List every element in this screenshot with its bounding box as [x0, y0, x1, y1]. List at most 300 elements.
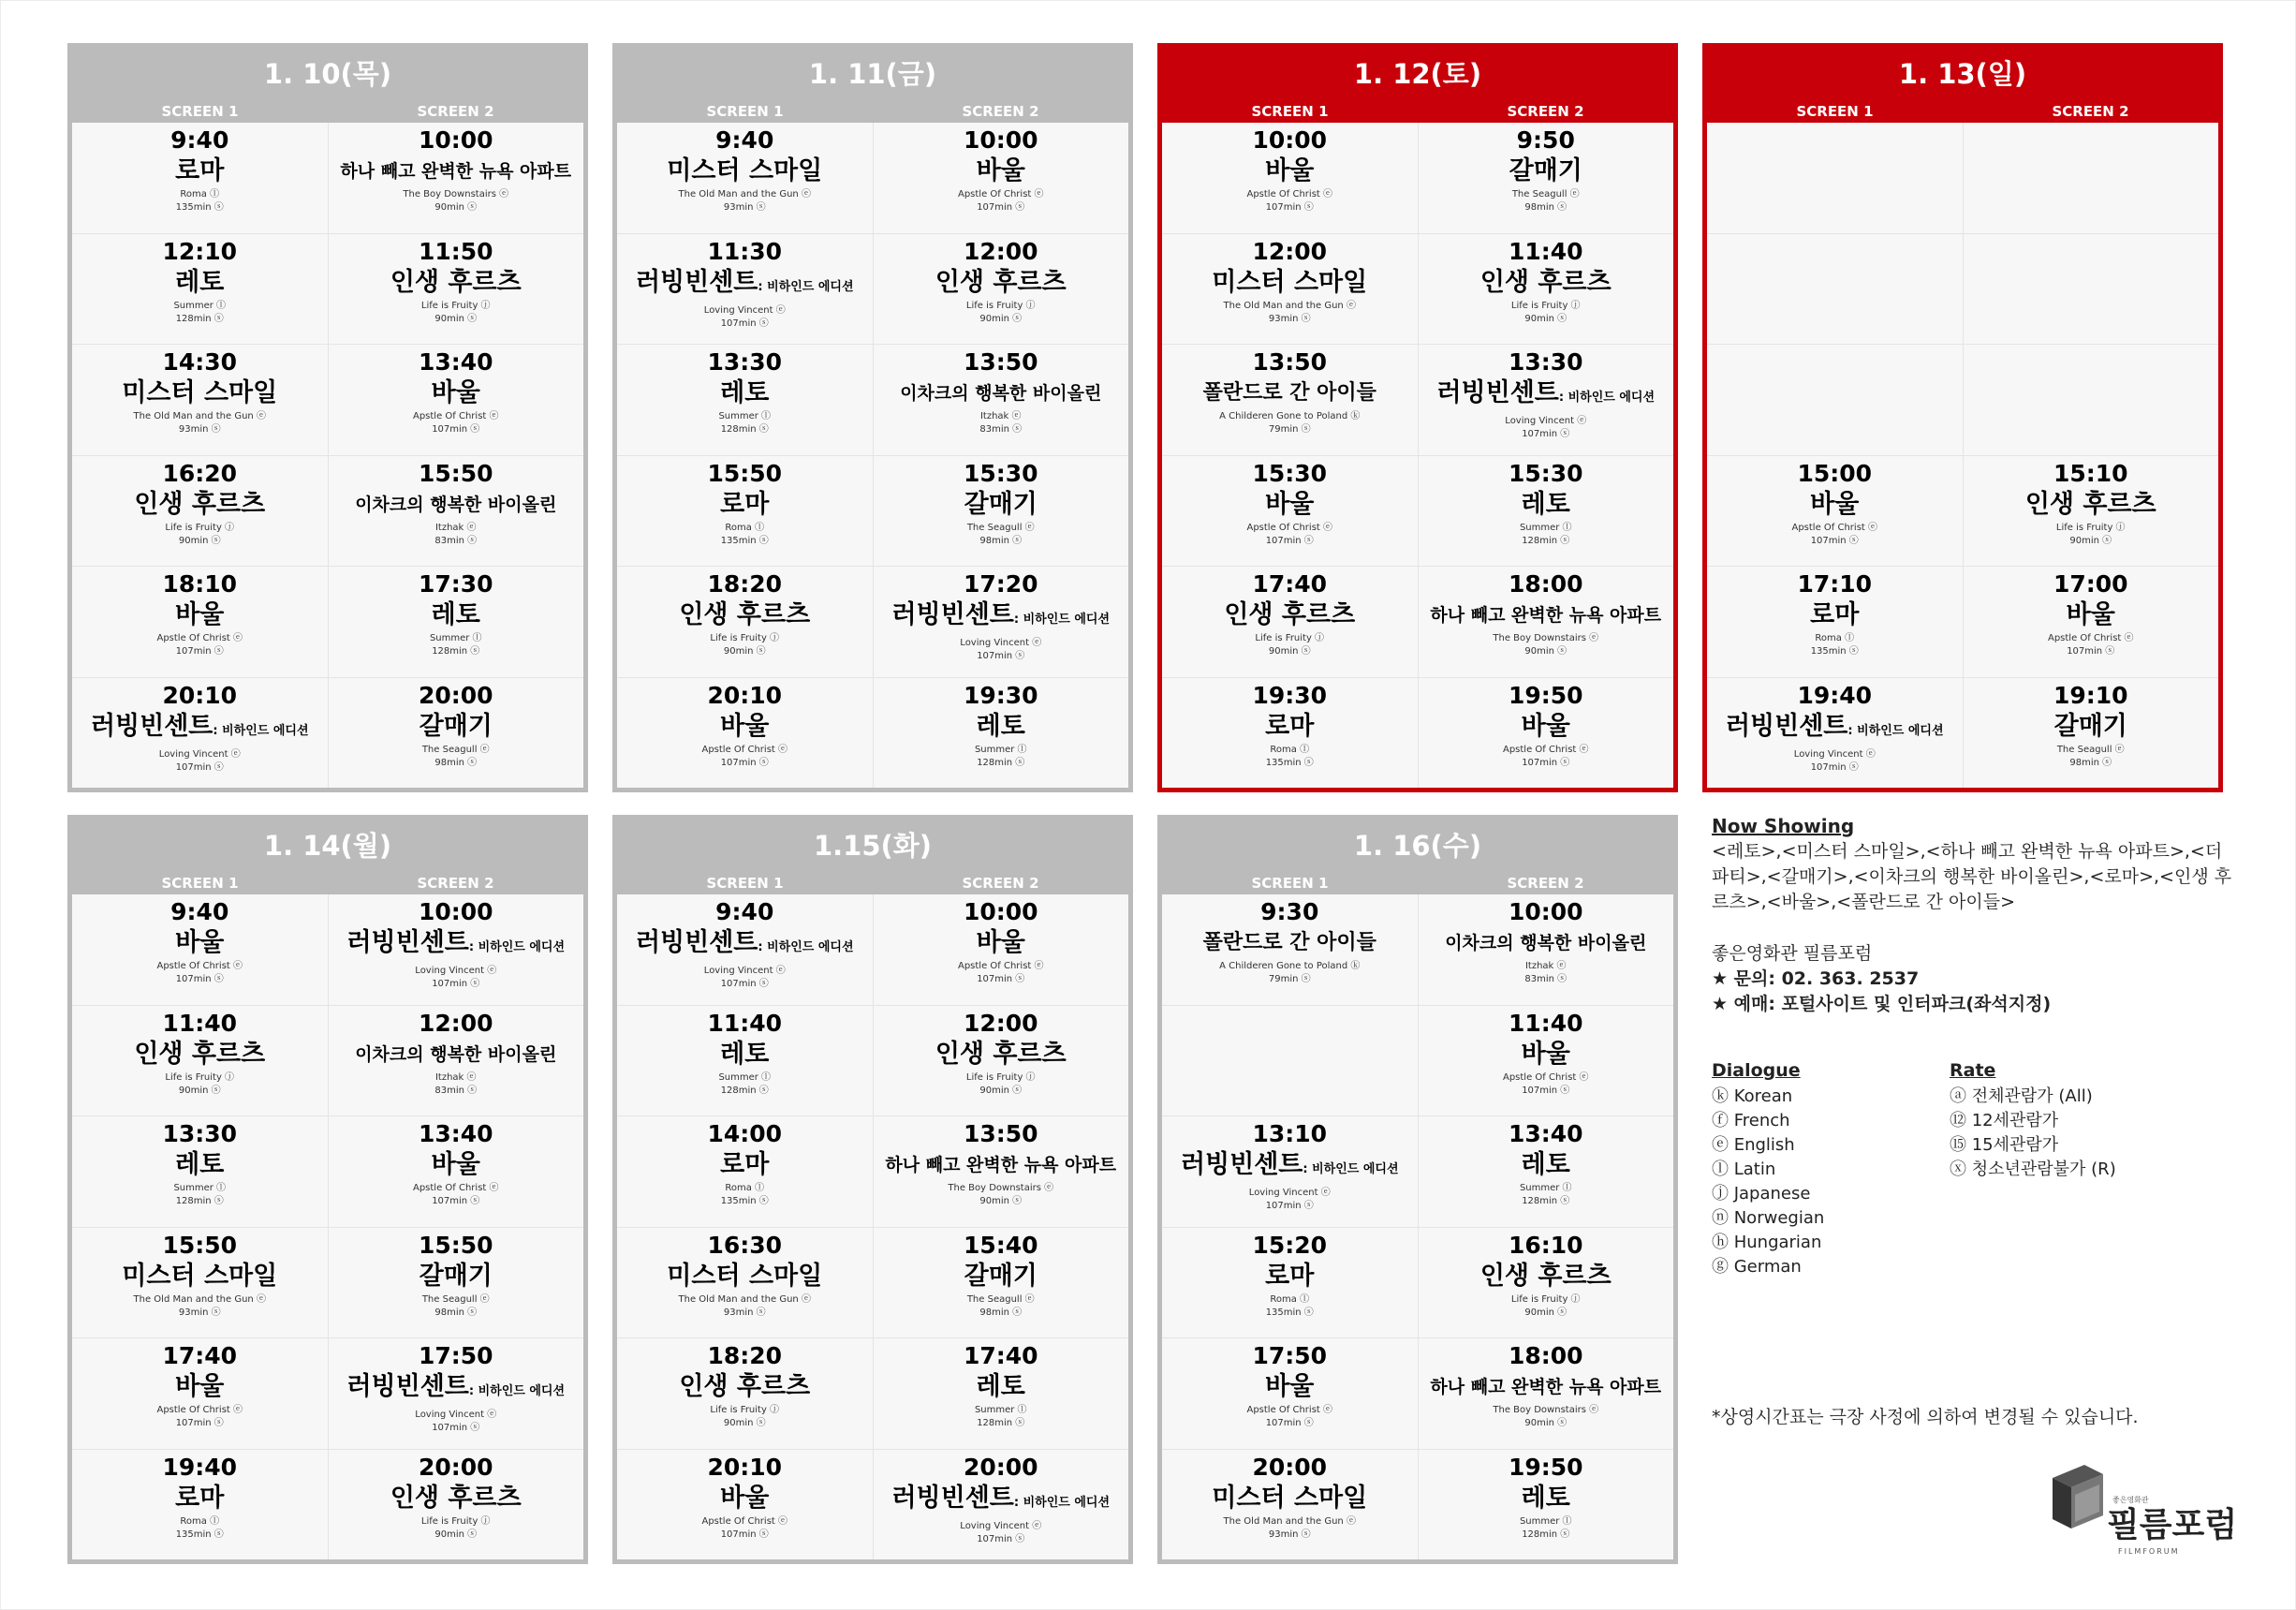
movie-title-main: 바울	[175, 928, 225, 957]
showtime-slot	[1707, 456, 1963, 567]
movie-title	[72, 926, 328, 960]
movie-title	[72, 488, 328, 522]
movie-title	[874, 488, 1129, 522]
showtime-time: 17:40	[1252, 570, 1328, 598]
showtime-time: 19:10	[2053, 681, 2128, 709]
showtime-slot	[72, 567, 328, 677]
showtime-time: 12:00	[963, 237, 1038, 265]
showtime-slot	[617, 234, 873, 345]
showtime-slot	[1963, 123, 2219, 233]
movie-english-title: Roma ⓛ	[180, 189, 220, 199]
movie-duration: 128min ⓢ	[1522, 1529, 1570, 1540]
movie-title-main: 러빙빈센트	[635, 928, 758, 957]
movie-subtitle: : 비하인드 에디션	[1013, 613, 1111, 627]
movie-title	[1162, 1370, 1418, 1404]
showtime-slot	[72, 123, 328, 233]
movie-subtitle: : 비하인드 에디션	[758, 940, 854, 954]
movie-title	[1419, 1260, 1674, 1293]
showtime-time: 18:20	[707, 570, 783, 598]
movie-title	[874, 1148, 1129, 1182]
showtime-time: 15:50	[162, 1231, 238, 1259]
movie-english-title: A Childeren Gone to Poland ⓚ	[1219, 961, 1361, 971]
movie-title-main: 갈매기	[964, 489, 1038, 519]
movie-english-title: Apstle Of Christ ⓔ	[156, 1405, 243, 1415]
movie-duration: 98min ⓢ	[434, 757, 478, 768]
movie-title-main: 바울	[431, 1150, 480, 1179]
logo-eng-text: FILMFORUM	[2118, 1547, 2180, 1556]
showtime-slot	[1707, 678, 1963, 789]
movie-title-main: 러빙빈센트	[1180, 1150, 1303, 1179]
venue-name: 좋은영화관 필름포럼	[1712, 943, 1873, 964]
dialogue-legend	[1712, 1060, 1824, 1279]
showtime-grid	[1707, 123, 2218, 788]
movie-title-main: 로마	[1265, 711, 1315, 741]
movie-title	[1162, 710, 1418, 744]
movie-duration: 107min ⓢ	[1810, 761, 1859, 773]
movie-title	[874, 710, 1129, 744]
movie-title	[329, 598, 584, 632]
showtime-slot	[873, 456, 1129, 567]
movie-title-main: 인생 후르츠	[390, 1483, 522, 1513]
movie-english-title: Itzhak ⓔ	[434, 522, 477, 533]
showtime-row	[1707, 456, 2218, 568]
showtime-slot	[1707, 123, 1963, 233]
movie-english-title: Loving Vincent ⓔ	[1793, 748, 1876, 760]
movie-duration: 93min ⓢ	[723, 202, 766, 213]
movie-title-main: 미스터 스마일	[1212, 267, 1368, 297]
showtime-slot	[1963, 456, 2219, 567]
showtime-row	[1162, 1450, 1673, 1560]
movie-title	[1707, 488, 1963, 522]
showtime-row	[617, 456, 1128, 568]
movie-english-title: Summer ⓛ	[974, 1405, 1027, 1415]
screen-label: SCREEN 2	[417, 103, 494, 120]
movie-title	[1964, 488, 2219, 522]
showtime-time: 10:00	[418, 898, 493, 925]
movie-title-main: 인생 후르츠	[1479, 267, 1612, 297]
movie-title	[72, 710, 328, 748]
screen-label: SCREEN 2	[962, 103, 1039, 120]
movie-title	[874, 1482, 1129, 1520]
movie-english-title: Life is Fruity ⓙ	[1255, 633, 1325, 643]
dialogue-item: ⓛ Latin	[1712, 1159, 1776, 1179]
movie-title-main: 레토	[175, 267, 225, 297]
schedule-notice: *상영시간표는 극장 사정에 의하여 변경될 수 있습니다.	[1712, 1407, 2139, 1427]
movie-english-title: Apstle Of Christ ⓔ	[1502, 744, 1589, 755]
screen-header-row	[72, 100, 583, 123]
movie-duration: 107min ⓢ	[977, 651, 1025, 661]
movie-english-title: The Old Man and the Gun ⓔ	[678, 189, 811, 199]
showtime-row	[72, 567, 583, 678]
showtime-row	[1707, 345, 2218, 456]
showtime-row	[72, 1228, 583, 1339]
showtime-time: 13:50	[963, 348, 1038, 376]
showtime-time: 14:00	[707, 1120, 783, 1147]
showtime-slot	[1162, 345, 1418, 455]
movie-english-title: The Boy Downstairs ⓔ	[948, 1183, 1054, 1193]
showtime-time: 19:50	[1508, 1453, 1583, 1481]
movie-duration: 128min ⓢ	[432, 646, 480, 657]
movie-title	[1162, 598, 1418, 632]
showtime-slot	[72, 1006, 328, 1116]
movie-subtitle: : 비하인드 에디션	[468, 940, 566, 954]
showtime-slot	[873, 345, 1129, 455]
movie-title-main: 바울	[175, 600, 225, 629]
movie-english-title: Apstle Of Christ ⓔ	[1791, 522, 1878, 533]
showtime-slot	[873, 1338, 1129, 1449]
now-showing-section	[1712, 815, 2236, 1017]
movie-duration: 107min ⓢ	[175, 1418, 224, 1428]
showtime-row	[72, 1338, 583, 1450]
movie-english-title: Summer ⓛ	[974, 744, 1027, 755]
movie-english-title: Apstle Of Christ ⓔ	[156, 633, 243, 643]
showtime-slot	[1418, 1450, 1674, 1560]
movie-duration: 93min ⓢ	[178, 424, 221, 435]
movie-title-main: 러빙빈센트	[891, 600, 1014, 629]
movie-duration: 128min ⓢ	[1522, 1196, 1570, 1206]
showtime-slot	[873, 1450, 1129, 1560]
showtime-time: 20:00	[963, 1453, 1038, 1481]
showtime-slot	[1418, 894, 1674, 1005]
movie-title-main: 레토	[720, 1039, 770, 1069]
showtime-row	[1162, 456, 1673, 568]
movie-title	[1419, 488, 1674, 522]
screen-header-row	[1162, 100, 1673, 123]
showtime-time: 12:10	[162, 237, 238, 265]
movie-title	[874, 926, 1129, 960]
showtime-row	[72, 894, 583, 1006]
showtime-slot	[617, 1228, 873, 1338]
movie-english-title: Loving Vincent ⓔ	[415, 966, 497, 976]
movie-duration: 107min ⓢ	[2067, 646, 2115, 657]
movie-subtitle: : 비하인드 에디션	[758, 279, 854, 294]
screen-label: SCREEN 2	[417, 875, 494, 892]
showtime-slot	[873, 894, 1129, 1005]
movie-duration: 79min ⓢ	[1268, 974, 1311, 984]
movie-english-title: Life is Fruity ⓙ	[2055, 522, 2126, 533]
movie-title-main: 레토	[1521, 1150, 1570, 1179]
movie-duration: 107min ⓢ	[977, 974, 1025, 984]
movie-english-title: Life is Fruity ⓙ	[420, 1515, 491, 1527]
movie-title	[617, 377, 873, 410]
showtime-row	[617, 1338, 1128, 1450]
movie-title-main: 바울	[720, 711, 770, 741]
movie-duration: 90min ⓢ	[979, 1085, 1023, 1096]
movie-english-title: Loving Vincent ⓔ	[960, 1520, 1042, 1531]
showtime-slot	[617, 456, 873, 567]
showtime-time: 20:00	[1252, 1453, 1328, 1481]
showtime-time: 19:50	[1508, 681, 1583, 709]
movie-english-title: Apstle Of Christ ⓔ	[957, 189, 1044, 199]
movie-duration: 107min ⓢ	[720, 1529, 769, 1540]
movie-title-main: 로마	[175, 1483, 225, 1513]
logo-text: 필름포럼	[2107, 1506, 2238, 1544]
screen-header-row	[617, 100, 1128, 123]
showtime-row	[1707, 678, 2218, 789]
movie-title	[1707, 710, 1963, 748]
movie-duration: 83min ⓢ	[979, 424, 1023, 435]
movie-title-main: 하나 빼고 완벽한 뉴욕 아파트	[1430, 605, 1662, 626]
showtime-row	[617, 1116, 1128, 1228]
movie-duration: 128min ⓢ	[175, 313, 224, 324]
movie-duration: 135min ⓢ	[175, 202, 224, 213]
movie-title-main: 이차크의 행복한 바이올린	[1445, 933, 1647, 953]
movie-english-title: Summer ⓛ	[173, 300, 227, 311]
movie-title-main: 러빙빈센트	[1725, 711, 1848, 741]
showtime-slot	[328, 567, 584, 677]
showtime-row	[72, 678, 583, 789]
movie-duration: 83min ⓢ	[434, 1085, 478, 1096]
showtime-slot	[328, 234, 584, 345]
movie-title	[1162, 1148, 1418, 1187]
showtime-slot	[873, 1228, 1129, 1338]
movie-title-main: 로마	[1265, 1261, 1315, 1291]
showtime-time: 17:30	[418, 570, 493, 598]
showtime-row	[617, 123, 1128, 234]
showtime-slot	[1963, 678, 2219, 789]
showtime-slot	[328, 894, 584, 1005]
movie-title-main: 인생 후르츠	[134, 1039, 266, 1069]
showtime-time: 15:50	[418, 1231, 493, 1259]
showtime-slot	[617, 1006, 873, 1116]
movie-title	[1162, 377, 1418, 410]
showtime-slot	[1162, 894, 1418, 1005]
movie-english-title: Summer ⓛ	[1519, 1515, 1572, 1527]
movie-title	[1419, 1370, 1674, 1404]
movie-title-main: 러빙빈센트	[635, 267, 758, 297]
showtime-grid	[72, 894, 583, 1559]
showtime-time: 14:30	[162, 348, 238, 376]
showtime-row	[1162, 567, 1673, 678]
dialogue-item: ⓚ Korean	[1712, 1086, 1793, 1106]
showtime-time: 16:10	[1508, 1231, 1583, 1259]
movie-duration: 107min ⓢ	[432, 424, 480, 435]
movie-title-main: 레토	[175, 1150, 225, 1179]
showtime-time: 19:40	[162, 1453, 238, 1481]
showtime-slot	[328, 1338, 584, 1449]
showtime-grid	[1162, 894, 1673, 1559]
screen-header-row	[1162, 872, 1673, 894]
movie-duration: 93min ⓢ	[723, 1307, 766, 1318]
day-title: 1.15(화)	[813, 830, 933, 862]
movie-duration: 107min ⓢ	[720, 979, 769, 989]
movie-title	[329, 266, 584, 300]
movie-english-title: Life is Fruity ⓙ	[1510, 1293, 1581, 1305]
showtime-slot	[1162, 567, 1418, 677]
movie-english-title: Roma ⓛ	[180, 1515, 220, 1527]
movie-duration: 107min ⓢ	[175, 974, 224, 984]
movie-title-main: 미스터 스마일	[667, 1261, 823, 1291]
movie-duration: 107min ⓢ	[977, 1533, 1025, 1544]
rate-item: ⑮ 15세관람가	[1950, 1135, 2059, 1155]
day-block	[612, 815, 1133, 1564]
movie-english-title: The Seagull ⓔ	[2056, 744, 2125, 755]
movie-subtitle: : 비하인드 에디션	[468, 1384, 566, 1398]
movie-duration: 107min ⓢ	[175, 761, 224, 773]
showtime-row	[617, 234, 1128, 346]
movie-duration: 107min ⓢ	[977, 202, 1025, 213]
movie-title	[329, 1148, 584, 1182]
showtime-time: 15:50	[418, 459, 493, 487]
movie-english-title: Life is Fruity ⓙ	[420, 300, 491, 311]
showtime-time: 18:20	[707, 1342, 783, 1369]
showtime-row	[617, 894, 1128, 1006]
showtime-time: 10:00	[963, 898, 1038, 925]
showtime-slot	[1963, 567, 2219, 677]
day-block	[1157, 43, 1678, 792]
movie-title-main: 갈매기	[2053, 711, 2127, 741]
movie-english-title: A Childeren Gone to Poland ⓚ	[1219, 411, 1361, 421]
movie-title-main: 바울	[175, 1372, 225, 1401]
movie-title-main: 인생 후르츠	[679, 600, 811, 629]
showtime-row	[1162, 123, 1673, 234]
movie-english-title: Apstle Of Christ ⓔ	[2047, 633, 2134, 643]
showtime-slot	[72, 456, 328, 567]
showtime-time: 9:40	[715, 126, 774, 154]
movie-title	[1162, 266, 1418, 300]
showtime-row	[1162, 234, 1673, 346]
showtime-time: 13:30	[707, 348, 783, 376]
movie-duration: 107min ⓢ	[1522, 429, 1570, 439]
movie-english-title: The Old Man and the Gun ⓔ	[1223, 1515, 1356, 1527]
movie-duration: 79min ⓢ	[1268, 424, 1311, 435]
showtime-slot	[1707, 345, 1963, 455]
movie-title	[1162, 1260, 1418, 1293]
showtime-slot	[328, 345, 584, 455]
movie-title-main: 로마	[175, 156, 225, 185]
movie-title-main: 인생 후르츠	[2024, 489, 2156, 519]
showtime-row	[72, 1450, 583, 1560]
movie-title	[72, 1370, 328, 1404]
movie-title	[329, 488, 584, 522]
movie-duration: 83min ⓢ	[434, 535, 478, 546]
movie-english-title: Loving Vincent ⓔ	[158, 748, 241, 760]
showtime-slot	[1162, 678, 1418, 789]
rate-heading: Rate	[1950, 1060, 1996, 1081]
showtime-slot	[1707, 234, 1963, 345]
movie-title	[1419, 1482, 1674, 1515]
movie-title-main: 갈매기	[964, 1261, 1038, 1291]
movie-title	[617, 1038, 873, 1071]
movie-title	[874, 598, 1129, 637]
showtime-time: 20:10	[162, 681, 238, 709]
movie-duration: 90min ⓢ	[434, 1529, 478, 1540]
movie-duration: 90min ⓢ	[723, 1418, 766, 1428]
showtime-time: 15:30	[1252, 459, 1328, 487]
movie-title	[329, 926, 584, 965]
movie-title-main: 폴란드로 간 아이들	[1202, 381, 1376, 405]
movie-english-title: Itzhak ⓔ	[1524, 961, 1567, 971]
showtime-time: 12:00	[1252, 237, 1328, 265]
showtime-slot	[328, 1450, 584, 1560]
screen-label: SCREEN 1	[1796, 103, 1874, 120]
movie-subtitle: : 비하인드 에디션	[1303, 1162, 1399, 1176]
screen-label: SCREEN 2	[962, 875, 1039, 892]
movie-title-main: 인생 후르츠	[134, 489, 266, 519]
movie-title	[1419, 926, 1674, 960]
movie-title-main: 바울	[976, 928, 1025, 957]
showtime-slot	[328, 1116, 584, 1227]
movie-title	[1419, 710, 1674, 744]
showtime-row	[72, 234, 583, 346]
showtime-slot	[617, 894, 873, 1005]
showtime-row	[72, 1006, 583, 1117]
day-title: 1. 14(월)	[263, 830, 392, 862]
movie-title-main: 인생 후르츠	[935, 1039, 1067, 1069]
showtime-slot	[1162, 456, 1418, 567]
movie-duration: 107min ⓢ	[432, 979, 480, 989]
dialogue-item: ⓖ German	[1712, 1257, 1802, 1277]
showtime-row	[72, 123, 583, 234]
showtime-slot	[873, 123, 1129, 233]
showtime-time: 15:20	[1252, 1231, 1328, 1259]
movie-title-main: 미스터 스마일	[122, 378, 278, 407]
movie-subtitle: : 비하인드 에디션	[213, 723, 309, 738]
movie-title	[1419, 1148, 1674, 1182]
screen-label: SCREEN 2	[2052, 103, 2129, 120]
showtime-row	[617, 567, 1128, 678]
movie-english-title: Summer ⓛ	[718, 1071, 772, 1083]
booking-info: ★ 예매: 포털사이트 및 인터파크(좌석지정)	[1712, 994, 2052, 1014]
showtime-time: 9:30	[1260, 898, 1319, 925]
movie-duration: 90min ⓢ	[723, 646, 766, 657]
movie-title-main: 러빙빈센트	[1436, 378, 1559, 407]
showtime-time: 11:30	[707, 237, 783, 265]
movie-duration: 90min ⓢ	[178, 1085, 221, 1096]
day-title: 1. 11(금)	[808, 58, 937, 90]
movie-title-main: 미스터 스마일	[1212, 1483, 1368, 1513]
showtime-time: 18:00	[1508, 1342, 1583, 1369]
showtime-time: 18:10	[162, 570, 238, 598]
movie-duration: 107min ⓢ	[1265, 535, 1314, 546]
movie-subtitle: : 비하인드 에디션	[1847, 723, 1944, 738]
showtime-time: 17:10	[1797, 570, 1873, 598]
movie-english-title: Loving Vincent ⓔ	[415, 1410, 497, 1420]
showtime-slot	[873, 1116, 1129, 1227]
showtime-time: 13:40	[418, 1120, 493, 1147]
movie-duration: 90min ⓢ	[178, 535, 221, 546]
showtime-time: 9:40	[715, 898, 774, 925]
movie-english-title: Loving Vincent ⓔ	[1248, 1188, 1331, 1198]
movie-english-title: Loving Vincent ⓔ	[960, 638, 1042, 648]
showtime-slot	[328, 678, 584, 789]
movie-english-title: Summer ⓛ	[429, 633, 482, 643]
movie-duration: 135min ⓢ	[720, 535, 769, 546]
showtime-grid	[617, 123, 1128, 788]
movie-title-main: 러빙빈센트	[90, 711, 213, 741]
movie-title-main: 인생 후르츠	[679, 1372, 811, 1401]
movie-title	[617, 710, 873, 744]
movie-title-main: 바울	[1810, 489, 1860, 519]
screen-label: SCREEN 1	[1251, 103, 1329, 120]
movie-duration: 107min ⓢ	[1810, 535, 1859, 546]
movie-title	[617, 598, 873, 632]
movie-title	[329, 155, 584, 188]
showtime-slot	[1418, 456, 1674, 567]
showtime-time: 11:50	[418, 237, 493, 265]
now-showing-line: 르츠>,<바울>,<폴란드로 간 아이들>	[1712, 892, 2016, 912]
movie-title	[874, 155, 1129, 188]
movie-duration: 90min ⓢ	[979, 313, 1023, 324]
showtime-slot	[328, 1228, 584, 1338]
showtime-time: 19:30	[1252, 681, 1328, 709]
movie-title-main: 바울	[1265, 156, 1315, 185]
movie-duration: 128min ⓢ	[977, 1418, 1025, 1428]
movie-duration: 107min ⓢ	[1522, 1085, 1570, 1096]
movie-title	[72, 598, 328, 632]
movie-title	[1419, 377, 1674, 415]
movie-title-main: 러빙빈센트	[891, 1483, 1014, 1513]
